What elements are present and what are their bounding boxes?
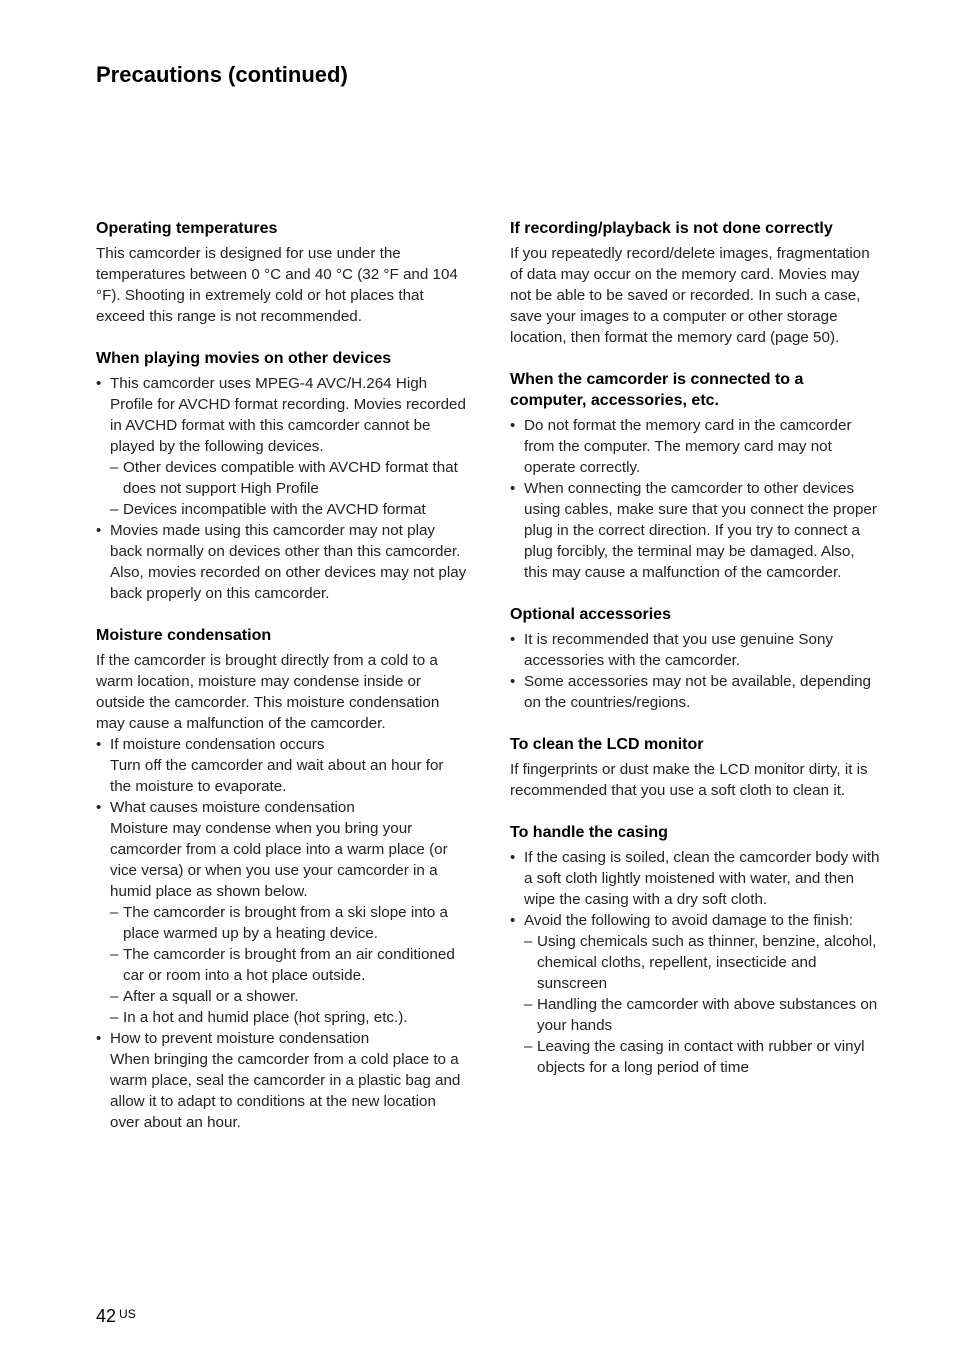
- section-heading: Moisture condensation: [96, 627, 272, 644]
- section-playing-movies: [96, 348, 468, 604]
- sub-list-item: – After a squall or a shower.: [110, 986, 468, 1007]
- list-item: [96, 373, 468, 520]
- list-item-text: Movies made using this camcorder may not play back normally on devices other than this camcorder. Also, movies recorded on other devices may not play back properly on this camcorder.: [110, 522, 467, 602]
- sub-list: [110, 902, 468, 1028]
- section-heading: When the camcorder is connected to a computer, accessories, etc.: [510, 371, 804, 409]
- list-item: • It is recommended that you use genuine Sony accessories with the camcorder.: [510, 629, 880, 671]
- section-optional-accessories: [510, 604, 880, 713]
- bullet-list: [510, 415, 880, 583]
- sub-list-item: – Handling the camcorder with above substances on your hands: [524, 994, 880, 1036]
- sub-list-item: – Other devices compatible with AVCHD format that does not support High Profile: [110, 457, 468, 499]
- list-item-text: How to prevent moisture condensation: [110, 1030, 370, 1047]
- list-item: • Some accessories may not be available, depending on the countries/regions.: [510, 671, 880, 713]
- section-clean-lcd: [510, 734, 880, 801]
- list-item-text: Avoid the following to avoid damage to the finish:: [524, 912, 853, 929]
- list-item-note: When bringing the camcorder from a cold place to a warm place, seal the camcorder in a plastic bag and allow it to adapt to conditions at the new location over about an hour.: [110, 1051, 461, 1131]
- list-item-note: Moisture may condense when you bring your camcorder from a cold place into a warm place (or vice versa) or when you use your camcorder in a humid place as shown below.: [110, 820, 448, 900]
- section-paragraph: This camcorder is designed for use under the temperatures between 0 °C and 40 °C (32 °F and 104 °F). Shooting in extremely cold or hot places that exceed this range is not recommended.: [96, 245, 458, 325]
- page-region: US: [119, 1307, 136, 1321]
- list-item-text: This camcorder uses MPEG-4 AVC/H.264 High Profile for AVCHD format recording. Movies recorded in AVCHD format with this camcorder cannot be played by the following devices.: [110, 375, 466, 455]
- left-column: [96, 218, 468, 1154]
- section-moisture-condensation: [96, 625, 468, 1133]
- right-column: [510, 218, 880, 1099]
- section-heading: To handle the casing: [510, 824, 668, 841]
- list-item-text: If the casing is soiled, clean the camcorder body with a soft cloth lightly moistened with water, and then wipe the casing with a dry soft cloth.: [524, 849, 880, 908]
- sub-list-item: – Leaving the casing in contact with rubber or vinyl objects for a long period of time: [524, 1036, 880, 1078]
- list-item: • Do not format the memory card in the camcorder from the computer. The memory card may not operate correctly.: [510, 415, 880, 478]
- sub-list-item: – Using chemicals such as thinner, benzine, alcohol, chemical cloths, repellent, insecticide and sunscreen: [524, 931, 880, 994]
- section-heading: When playing movies on other devices: [96, 350, 392, 367]
- section-connected-computer: [510, 369, 880, 583]
- section-heading: Optional accessories: [510, 606, 671, 623]
- list-item: [96, 734, 468, 797]
- list-item: [96, 797, 468, 1028]
- section-paragraph: If you repeatedly record/delete images, fragmentation of data may occur on the memory card. Movies may not be able to be saved or recorded. In such a case, save your images to a computer or other storage location, then format the memory card (page 50).: [510, 245, 870, 346]
- list-item: [96, 1028, 468, 1133]
- bullet-list: [96, 734, 468, 1133]
- page-footer: [96, 1306, 136, 1327]
- sub-list: [524, 931, 880, 1078]
- bullet-list: [510, 847, 880, 1078]
- sub-list-item: – In a hot and humid place (hot spring, etc.).: [110, 1007, 468, 1028]
- list-item: [510, 910, 880, 1078]
- list-item: [510, 847, 880, 910]
- section-paragraph: If the camcorder is brought directly from a cold to a warm location, moisture may condense inside or outside the camcorder. This moisture condensation may cause a malfunction of the camcorder.: [96, 652, 440, 732]
- sub-list-item: – Devices incompatible with the AVCHD format: [110, 499, 468, 520]
- section-heading: To clean the LCD monitor: [510, 736, 704, 753]
- sub-list-item: – The camcorder is brought from an air conditioned car or room into a hot place outside.: [110, 944, 468, 986]
- section-heading: If recording/playback is not done correctly: [510, 220, 833, 237]
- sub-list-item: – The camcorder is brought from a ski slope into a place warmed up by a heating device.: [110, 902, 468, 944]
- list-item-note: Turn off the camcorder and wait about an hour for the moisture to evaporate.: [110, 757, 444, 795]
- bullet-list: [96, 373, 468, 604]
- section-operating-temperatures: [96, 218, 468, 327]
- section-recording-playback: [510, 218, 880, 348]
- list-item: • When connecting the camcorder to other devices using cables, make sure that you connect the proper plug in the correct direction. If you try to connect a plug forcibly, the terminal may be damaged. Also, this may cause a malfunction of the camcorder.: [510, 478, 880, 583]
- section-handle-casing: [510, 822, 880, 1078]
- list-item: [96, 520, 468, 604]
- list-item-text: What causes moisture condensation: [110, 799, 355, 816]
- section-paragraph: If fingerprints or dust make the LCD monitor dirty, it is recommended that you use a soft cloth to clean it.: [510, 761, 868, 799]
- page-number: 42: [96, 1306, 117, 1326]
- list-item-text: If moisture condensation occurs: [110, 736, 325, 753]
- page-title: Precautions (continued): [96, 62, 348, 87]
- bullet-list: [510, 629, 880, 713]
- sub-list: [110, 457, 468, 520]
- section-heading: Operating temperatures: [96, 220, 278, 237]
